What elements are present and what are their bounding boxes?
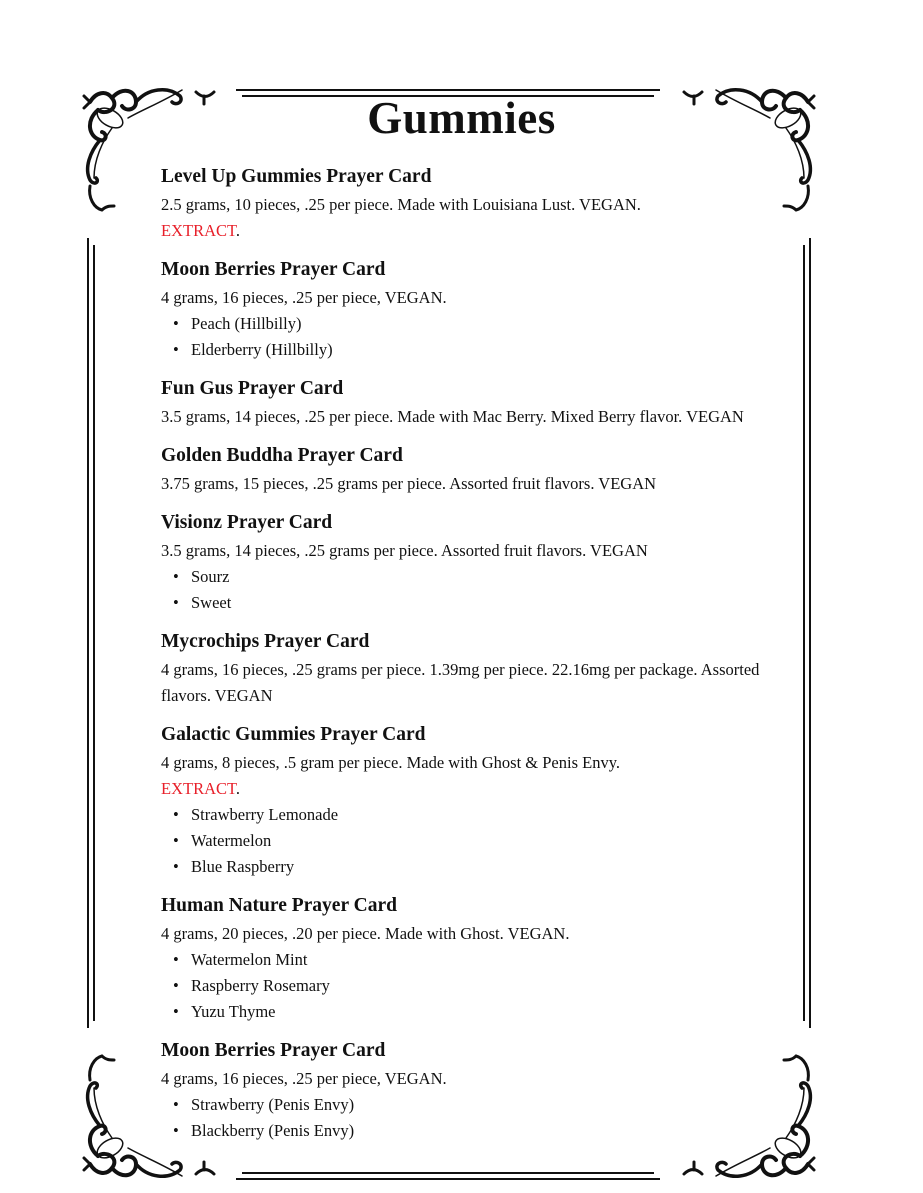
product-item (161, 510, 786, 616)
product-description: 4 grams, 8 pieces, .5 gram per piece. Made with Ghost & Penis Envy. EXTRACT. (161, 753, 620, 798)
product-item (161, 443, 786, 497)
top-border-line (236, 89, 660, 91)
flavor-list (161, 947, 786, 1025)
right-border-line (809, 238, 811, 1028)
flavor-item: • Sweet (191, 590, 786, 616)
flavor-item: • Watermelon (191, 828, 786, 854)
product-item (161, 722, 786, 880)
product-description: 4 grams, 16 pieces, .25 grams per piece. 1.39mg per piece. 22.16mg per package. Assorted flavors. VEGAN (161, 660, 760, 705)
product-item (161, 893, 786, 1025)
product-name: Moon Berries Prayer Card (161, 259, 386, 280)
flavor-list (161, 311, 786, 363)
product-description: 3.5 grams, 14 pieces, .25 grams per piece. Assorted fruit flavors. VEGAN (161, 541, 648, 560)
product-name: Moon Berries Prayer Card (161, 1040, 386, 1061)
product-item (161, 376, 786, 430)
extract-tag: EXTRACT (161, 779, 236, 798)
flavor-item: • Blue Raspberry (191, 854, 786, 880)
product-name: Fun Gus Prayer Card (161, 378, 344, 399)
flavor-item: • Raspberry Rosemary (191, 973, 786, 999)
flavor-list (161, 564, 786, 616)
flavor-item: • Strawberry Lemonade (191, 802, 786, 828)
flavor-item: • Watermelon Mint (191, 947, 786, 973)
product-description: 3.75 grams, 15 pieces, .25 grams per piece. Assorted fruit flavors. VEGAN (161, 474, 657, 493)
bottom-border-line-inner (242, 1172, 654, 1174)
product-name: Visionz Prayer Card (161, 512, 333, 533)
product-item (161, 1038, 786, 1144)
product-item (161, 164, 786, 244)
extract-tag: EXTRACT (161, 221, 236, 240)
product-item (161, 629, 786, 709)
right-border-line-inner (803, 245, 805, 1021)
product-name: Mycrochips Prayer Card (161, 631, 370, 652)
product-item (161, 257, 786, 363)
product-name: Human Nature Prayer Card (161, 895, 397, 916)
flavor-item: • Yuzu Thyme (191, 999, 786, 1025)
left-border-line (87, 238, 89, 1028)
flavor-item: • Elderberry (Hillbilly) (191, 337, 786, 363)
product-description: 4 grams, 16 pieces, .25 per piece, VEGAN. (161, 1069, 447, 1088)
product-description: 2.5 grams, 10 pieces, .25 per piece. Made with Louisiana Lust. VEGAN. EXTRACT. (161, 195, 641, 240)
product-name: Golden Buddha Prayer Card (161, 445, 403, 466)
left-border-line-inner (93, 245, 95, 1021)
product-list (161, 164, 786, 1157)
flavor-item: • Blackberry (Penis Envy) (191, 1118, 786, 1144)
flavor-list (161, 802, 786, 880)
flavor-item: • Strawberry (Penis Envy) (191, 1092, 786, 1118)
bottom-border-line (236, 1178, 660, 1180)
product-name: Level Up Gummies Prayer Card (161, 166, 432, 187)
product-description: 4 grams, 20 pieces, .20 per piece. Made with Ghost. VEGAN. (161, 924, 570, 943)
flavor-item: • Peach (Hillbilly) (191, 311, 786, 337)
product-name: Galactic Gummies Prayer Card (161, 724, 426, 745)
product-description: 4 grams, 16 pieces, .25 per piece, VEGAN. (161, 288, 447, 307)
product-description: 3.5 grams, 14 pieces, .25 per piece. Made with Mac Berry. Mixed Berry flavor. VEGAN (161, 407, 744, 426)
flavor-list (161, 1092, 786, 1144)
page-title: Gummies (367, 93, 556, 143)
flavor-item: • Sourz (191, 564, 786, 590)
